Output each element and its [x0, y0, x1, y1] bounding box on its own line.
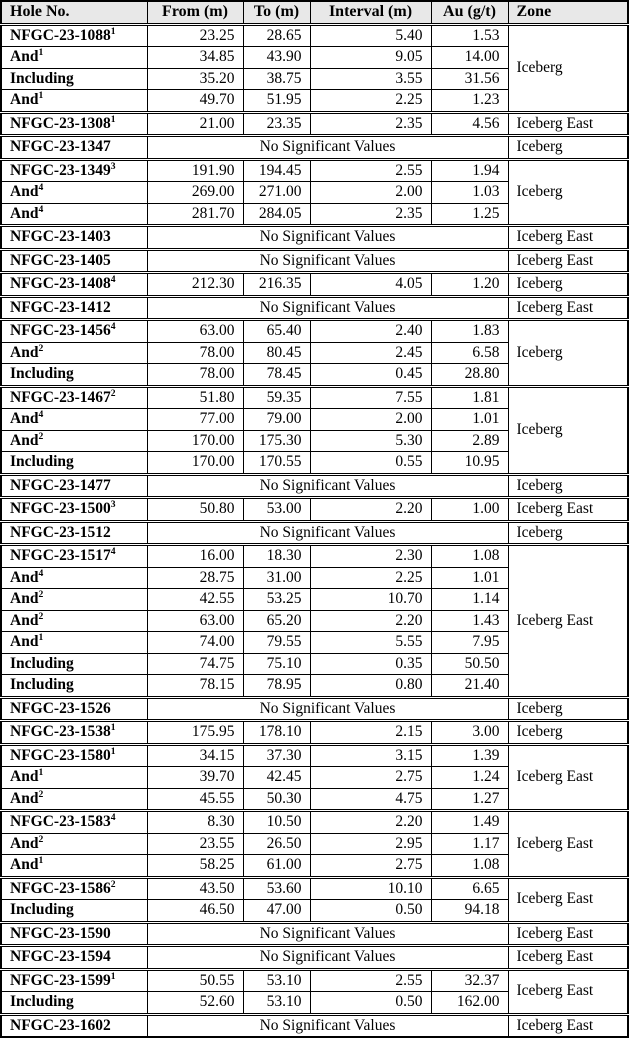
au-cell: 1.03 [431, 182, 508, 204]
no-significant-values-cell: No Significant Values [147, 521, 508, 545]
to-cell: 170.55 [243, 452, 310, 475]
au-cell: 2.89 [431, 430, 508, 452]
au-cell: 10.95 [431, 452, 508, 475]
au-cell: 1.20 [431, 273, 508, 297]
to-cell: 80.45 [243, 342, 310, 364]
hole-no-cell: NFGC-23-1517$^4$ [1, 545, 147, 568]
table-row [1, 249, 628, 273]
footnote-superscript: 2 [38, 788, 44, 800]
interval-cell: 7.55 [310, 386, 431, 409]
hole-no-cell: NFGC-23-1403 [1, 226, 147, 250]
to-cell: 53.10 [243, 992, 310, 1015]
au-cell: 1.00 [431, 498, 508, 522]
to-cell: 37.30 [243, 744, 310, 767]
footnote-superscript: 1 [38, 89, 44, 101]
from-cell: 78.00 [147, 342, 243, 364]
zone-cell: Iceberg [508, 24, 628, 112]
hole-no-cell: NFGC-23-1349$^3$ [1, 159, 147, 182]
to-cell: 178.10 [243, 721, 310, 745]
interval-cell: 2.20 [310, 811, 431, 834]
header-au: Au (g/t) [431, 1, 508, 24]
table-row [1, 386, 628, 409]
footnote-superscript: 1 [38, 854, 44, 866]
zone-cell: Iceberg [508, 386, 628, 474]
interval-cell: 2.25 [310, 90, 431, 113]
interval-cell: 3.15 [310, 744, 431, 767]
footnote-superscript: 4 [38, 203, 44, 215]
to-cell: 61.00 [243, 855, 310, 878]
footnote-superscript: 2 [110, 878, 116, 890]
table-row [1, 24, 628, 47]
from-cell: 269.00 [147, 182, 243, 204]
hole-no-cell: NFGC-23-1599$^1$ [1, 969, 147, 992]
footnote-superscript: 2 [38, 610, 44, 622]
no-significant-values-cell: No Significant Values [147, 1014, 508, 1037]
hole-no-cell: Including [1, 992, 147, 1015]
zone-cell: Iceberg East [508, 922, 628, 946]
hole-no-cell: NFGC-23-1408$^4$ [1, 273, 147, 297]
footnote-superscript: 1 [110, 745, 116, 757]
from-cell: 46.50 [147, 900, 243, 923]
footnote-superscript: 4 [110, 545, 116, 557]
au-cell: 1.43 [431, 610, 508, 632]
hole-no-cell: And$^4$ [1, 409, 147, 431]
from-cell: 28.75 [147, 567, 243, 589]
to-cell: 23.35 [243, 112, 310, 136]
from-cell: 52.60 [147, 992, 243, 1015]
to-cell: 78.95 [243, 675, 310, 698]
header-row [1, 1, 628, 24]
au-cell: 1.14 [431, 589, 508, 611]
footnote-superscript: 4 [110, 811, 116, 823]
hole-no-cell: Including [1, 364, 147, 387]
zone-cell: Iceberg East [508, 811, 628, 878]
from-cell: 78.15 [147, 675, 243, 698]
au-cell: 162.00 [431, 992, 508, 1015]
au-cell: 1.01 [431, 567, 508, 589]
au-cell: 1.83 [431, 320, 508, 343]
au-cell: 1.53 [431, 24, 508, 47]
to-cell: 79.55 [243, 632, 310, 654]
table-row [1, 498, 628, 522]
au-cell: 1.94 [431, 159, 508, 182]
hole-no-cell: NFGC-23-1477 [1, 474, 147, 498]
hole-no-cell: And$^2$ [1, 342, 147, 364]
table-row [1, 545, 628, 568]
from-cell: 39.70 [147, 767, 243, 789]
from-cell: 63.00 [147, 610, 243, 632]
from-cell: 175.95 [147, 721, 243, 745]
au-cell: 1.25 [431, 203, 508, 226]
interval-cell: 2.55 [310, 159, 431, 182]
interval-cell: 9.05 [310, 47, 431, 69]
zone-cell: Iceberg [508, 320, 628, 387]
to-cell: 65.20 [243, 610, 310, 632]
footnote-superscript: 3 [110, 498, 116, 510]
from-cell: 23.25 [147, 24, 243, 47]
hole-no-cell: NFGC-23-1602 [1, 1014, 147, 1037]
interval-cell: 10.10 [310, 877, 431, 900]
interval-cell: 5.55 [310, 632, 431, 654]
footnote-superscript: 2 [38, 430, 44, 442]
from-cell: 23.55 [147, 833, 243, 855]
hole-no-cell: NFGC-23-1590 [1, 922, 147, 946]
to-cell: 59.35 [243, 386, 310, 409]
header-hole-no: Hole No. [1, 1, 147, 24]
interval-cell: 2.55 [310, 969, 431, 992]
to-cell: 75.10 [243, 653, 310, 675]
to-cell: 53.10 [243, 969, 310, 992]
interval-cell: 2.20 [310, 498, 431, 522]
footnote-superscript: 2 [38, 342, 44, 354]
hole-no-cell: NFGC-23-1412 [1, 296, 147, 320]
hole-no-cell: And$^1$ [1, 47, 147, 69]
from-cell: 8.30 [147, 811, 243, 834]
hole-no-cell: NFGC-23-1347 [1, 136, 147, 160]
hole-no-cell: NFGC-23-1500$^3$ [1, 498, 147, 522]
to-cell: 31.00 [243, 567, 310, 589]
hole-no-cell: And$^1$ [1, 632, 147, 654]
zone-cell: Iceberg East [508, 969, 628, 1014]
to-cell: 26.50 [243, 833, 310, 855]
to-cell: 216.35 [243, 273, 310, 297]
hole-no-cell: NFGC-23-1456$^4$ [1, 320, 147, 343]
interval-cell: 2.00 [310, 182, 431, 204]
footnote-superscript: 1 [110, 721, 116, 733]
table-row [1, 521, 628, 545]
to-cell: 10.50 [243, 811, 310, 834]
table-row [1, 697, 628, 721]
from-cell: 170.00 [147, 430, 243, 452]
hole-no-cell: And$^1$ [1, 90, 147, 113]
to-cell: 175.30 [243, 430, 310, 452]
hole-no-cell: NFGC-23-1088$^1$ [1, 24, 147, 47]
footnote-superscript: 1 [110, 25, 116, 37]
au-cell: 32.37 [431, 969, 508, 992]
no-significant-values-cell: No Significant Values [147, 136, 508, 160]
au-cell: 94.18 [431, 900, 508, 923]
from-cell: 63.00 [147, 320, 243, 343]
to-cell: 50.30 [243, 788, 310, 811]
to-cell: 79.00 [243, 409, 310, 431]
au-cell: 6.65 [431, 877, 508, 900]
hole-no-cell: And$^1$ [1, 767, 147, 789]
interval-cell: 5.30 [310, 430, 431, 452]
table-row [1, 1014, 628, 1037]
hole-no-cell: NFGC-23-1526 [1, 697, 147, 721]
interval-cell: 0.35 [310, 653, 431, 675]
au-cell: 28.80 [431, 364, 508, 387]
hole-no-cell: Including [1, 68, 147, 90]
header-from: From (m) [147, 1, 243, 24]
au-cell: 21.40 [431, 675, 508, 698]
footnote-superscript: 1 [38, 766, 44, 778]
au-cell: 1.23 [431, 90, 508, 113]
to-cell: 43.90 [243, 47, 310, 69]
au-cell: 4.56 [431, 112, 508, 136]
interval-cell: 10.70 [310, 589, 431, 611]
zone-cell: Iceberg [508, 474, 628, 498]
from-cell: 34.15 [147, 744, 243, 767]
from-cell: 77.00 [147, 409, 243, 431]
au-cell: 1.01 [431, 409, 508, 431]
from-cell: 34.85 [147, 47, 243, 69]
zone-cell: Iceberg East [508, 498, 628, 522]
au-cell: 1.08 [431, 545, 508, 568]
table-body [1, 24, 628, 1037]
footnote-superscript: 2 [110, 387, 116, 399]
interval-cell: 5.40 [310, 24, 431, 47]
hole-no-cell: NFGC-23-1467$^2$ [1, 386, 147, 409]
footnote-superscript: 2 [38, 833, 44, 845]
table-row [1, 474, 628, 498]
interval-cell: 2.75 [310, 855, 431, 878]
from-cell: 281.70 [147, 203, 243, 226]
header-interval: Interval (m) [310, 1, 431, 24]
no-significant-values-cell: No Significant Values [147, 474, 508, 498]
zone-cell: Iceberg East [508, 112, 628, 136]
zone-cell: Iceberg [508, 721, 628, 745]
hole-no-cell: And$^2$ [1, 430, 147, 452]
table-row [1, 136, 628, 160]
header-to: To (m) [243, 1, 310, 24]
au-cell: 1.24 [431, 767, 508, 789]
from-cell: 16.00 [147, 545, 243, 568]
zone-cell: Iceberg [508, 273, 628, 297]
interval-cell: 2.00 [310, 409, 431, 431]
to-cell: 53.00 [243, 498, 310, 522]
from-cell: 78.00 [147, 364, 243, 387]
footnote-superscript: 4 [38, 567, 44, 579]
zone-cell: Iceberg East [508, 946, 628, 970]
to-cell: 53.60 [243, 877, 310, 900]
table-row [1, 273, 628, 297]
from-cell: 58.25 [147, 855, 243, 878]
zone-cell: Iceberg East [508, 296, 628, 320]
hole-no-cell: And$^2$ [1, 833, 147, 855]
zone-cell: Iceberg East [508, 744, 628, 811]
au-cell: 1.81 [431, 386, 508, 409]
au-cell: 31.56 [431, 68, 508, 90]
from-cell: 74.75 [147, 653, 243, 675]
to-cell: 65.40 [243, 320, 310, 343]
au-cell: 14.00 [431, 47, 508, 69]
no-significant-values-cell: No Significant Values [147, 249, 508, 273]
table-row [1, 226, 628, 250]
table-row [1, 744, 628, 767]
hole-no-cell: NFGC-23-1512 [1, 521, 147, 545]
from-cell: 74.00 [147, 632, 243, 654]
au-cell: 1.17 [431, 833, 508, 855]
to-cell: 47.00 [243, 900, 310, 923]
hole-no-cell: NFGC-23-1580$^1$ [1, 744, 147, 767]
footnote-superscript: 4 [110, 273, 116, 285]
hole-no-cell: NFGC-23-1586$^2$ [1, 877, 147, 900]
interval-cell: 2.25 [310, 567, 431, 589]
hole-no-cell: And$^2$ [1, 610, 147, 632]
hole-no-cell: Including [1, 452, 147, 475]
hole-no-cell: NFGC-23-1583$^4$ [1, 811, 147, 834]
zone-cell: Iceberg East [508, 1014, 628, 1037]
au-cell: 7.95 [431, 632, 508, 654]
to-cell: 53.25 [243, 589, 310, 611]
no-significant-values-cell: No Significant Values [147, 296, 508, 320]
hole-no-cell: And$^4$ [1, 203, 147, 226]
to-cell: 271.00 [243, 182, 310, 204]
interval-cell: 0.50 [310, 992, 431, 1015]
interval-cell: 2.35 [310, 112, 431, 136]
interval-cell: 2.95 [310, 833, 431, 855]
to-cell: 42.45 [243, 767, 310, 789]
hole-no-cell: And$^2$ [1, 788, 147, 811]
interval-cell: 0.80 [310, 675, 431, 698]
interval-cell: 2.40 [310, 320, 431, 343]
hole-no-cell: And$^4$ [1, 567, 147, 589]
footnote-superscript: 1 [110, 113, 116, 125]
hole-no-cell: And$^4$ [1, 182, 147, 204]
hole-no-cell: And$^1$ [1, 855, 147, 878]
table-row [1, 320, 628, 343]
table-row [1, 112, 628, 136]
zone-cell: Iceberg [508, 521, 628, 545]
footnote-superscript: 2 [38, 588, 44, 600]
interval-cell: 0.55 [310, 452, 431, 475]
from-cell: 50.80 [147, 498, 243, 522]
no-significant-values-cell: No Significant Values [147, 226, 508, 250]
interval-cell: 0.50 [310, 900, 431, 923]
table-row [1, 721, 628, 745]
from-cell: 170.00 [147, 452, 243, 475]
hole-no-cell: NFGC-23-1538$^1$ [1, 721, 147, 745]
interval-cell: 2.75 [310, 767, 431, 789]
interval-cell: 2.15 [310, 721, 431, 745]
to-cell: 28.65 [243, 24, 310, 47]
to-cell: 18.30 [243, 545, 310, 568]
interval-cell: 4.05 [310, 273, 431, 297]
from-cell: 49.70 [147, 90, 243, 113]
footnote-superscript: 1 [110, 970, 116, 982]
table-row [1, 296, 628, 320]
no-significant-values-cell: No Significant Values [147, 946, 508, 970]
interval-cell: 2.35 [310, 203, 431, 226]
au-cell: 3.00 [431, 721, 508, 745]
interval-cell: 2.45 [310, 342, 431, 364]
hole-no-cell: NFGC-23-1405 [1, 249, 147, 273]
zone-cell: Iceberg East [508, 545, 628, 698]
table-row [1, 969, 628, 992]
from-cell: 51.80 [147, 386, 243, 409]
from-cell: 50.55 [147, 969, 243, 992]
au-cell: 6.58 [431, 342, 508, 364]
footnote-superscript: 4 [110, 320, 116, 332]
interval-cell: 2.30 [310, 545, 431, 568]
to-cell: 194.45 [243, 159, 310, 182]
footnote-superscript: 4 [38, 408, 44, 420]
hole-no-cell: NFGC-23-1308$^1$ [1, 112, 147, 136]
from-cell: 43.50 [147, 877, 243, 900]
au-cell: 1.39 [431, 744, 508, 767]
table-row [1, 159, 628, 182]
au-cell: 50.50 [431, 653, 508, 675]
from-cell: 45.55 [147, 788, 243, 811]
from-cell: 42.55 [147, 589, 243, 611]
interval-cell: 0.45 [310, 364, 431, 387]
header-zone: Zone [508, 1, 628, 24]
au-cell: 1.27 [431, 788, 508, 811]
footnote-superscript: 1 [38, 631, 44, 643]
footnote-superscript: 1 [38, 46, 44, 58]
hole-no-cell: Including [1, 900, 147, 923]
interval-cell: 3.55 [310, 68, 431, 90]
hole-no-cell: Including [1, 675, 147, 698]
hole-no-cell: Including [1, 653, 147, 675]
zone-cell: Iceberg [508, 697, 628, 721]
footnote-superscript: 4 [38, 181, 44, 193]
to-cell: 78.45 [243, 364, 310, 387]
zone-cell: Iceberg East [508, 249, 628, 273]
no-significant-values-cell: No Significant Values [147, 697, 508, 721]
au-cell: 1.49 [431, 811, 508, 834]
to-cell: 38.75 [243, 68, 310, 90]
to-cell: 51.95 [243, 90, 310, 113]
from-cell: 191.90 [147, 159, 243, 182]
table-row [1, 877, 628, 900]
table-row [1, 946, 628, 970]
interval-cell: 2.20 [310, 610, 431, 632]
table-row [1, 811, 628, 834]
zone-cell: Iceberg [508, 159, 628, 226]
zone-cell: Iceberg East [508, 226, 628, 250]
hole-no-cell: And$^2$ [1, 589, 147, 611]
interval-cell: 4.75 [310, 788, 431, 811]
zone-cell: Iceberg [508, 136, 628, 160]
hole-no-cell: NFGC-23-1594 [1, 946, 147, 970]
to-cell: 284.05 [243, 203, 310, 226]
from-cell: 21.00 [147, 112, 243, 136]
from-cell: 212.30 [147, 273, 243, 297]
footnote-superscript: 3 [110, 160, 116, 172]
table-row [1, 922, 628, 946]
au-cell: 1.08 [431, 855, 508, 878]
from-cell: 35.20 [147, 68, 243, 90]
no-significant-values-cell: No Significant Values [147, 922, 508, 946]
zone-cell: Iceberg East [508, 877, 628, 922]
